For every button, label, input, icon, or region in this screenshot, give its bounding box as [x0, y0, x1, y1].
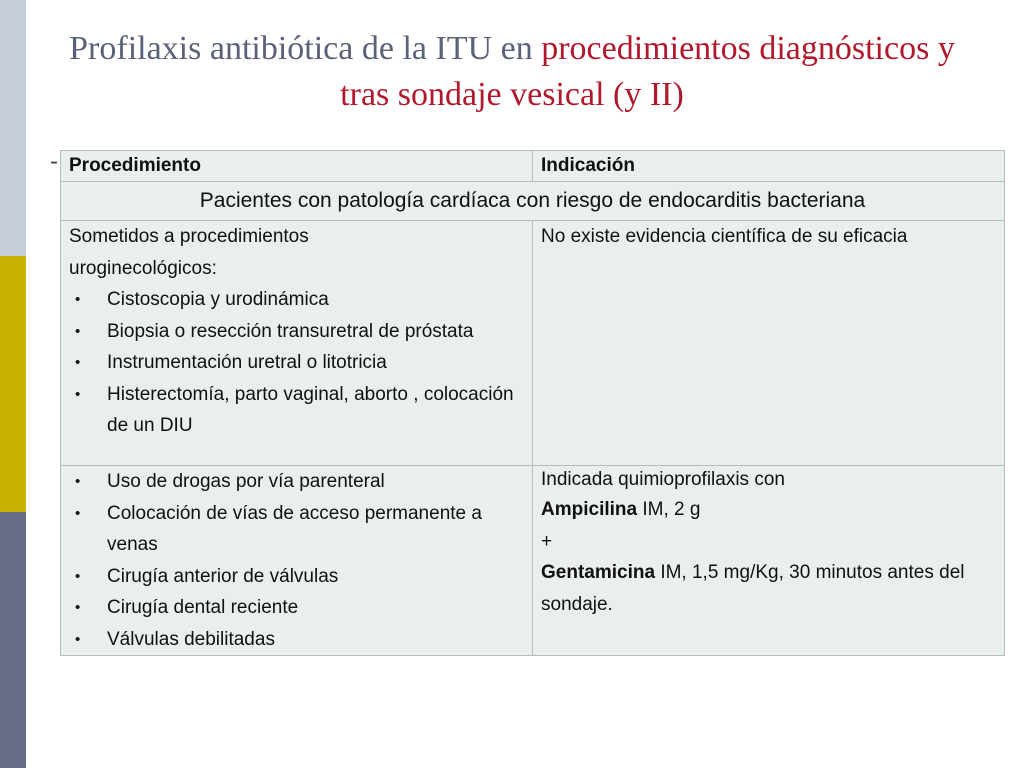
dose-gentamicina: IM, 1,5 mg/Kg, 30 minutos antes del sondaje. [541, 562, 965, 615]
row1-procedures [61, 221, 533, 466]
list-item-text: Instrumentación uretral o litotricia [107, 352, 387, 373]
drug-ampicilina: Ampicilina [541, 499, 638, 520]
bullet-icon: • [75, 504, 81, 522]
table-subheader-row [61, 182, 1005, 221]
bullet-icon: • [75, 567, 81, 585]
dose-ampicilina: IM, 2 g [637, 499, 701, 520]
bullet-icon: • [75, 291, 81, 308]
list-item-text: Cirugía anterior de válvulas [107, 565, 339, 587]
list-item [69, 498, 524, 561]
subheader-cardiac-patients: Pacientes con patología cardíaca con riesgo de endocarditis bacteriana [61, 182, 1005, 221]
bullet-icon: • [75, 322, 81, 340]
row1-intro-line1: Sometidos a procedimientos [69, 226, 309, 247]
decor-stripe-top [0, 0, 26, 256]
header-procedimiento: Procedimiento [61, 151, 533, 182]
recommendation-plus: + [541, 530, 553, 552]
recommendation-drug1 [541, 494, 996, 526]
list-item-text: Cistoscopia y urodinámica [107, 289, 329, 310]
decor-stripe-middle [0, 256, 26, 512]
list-item [69, 561, 524, 593]
recommendation-intro: Indicada quimioprofilaxis con [541, 469, 785, 490]
row2-procedures [61, 466, 533, 656]
row1-indication: No existe evidencia científica de su eficacia [533, 221, 1005, 466]
slide-title [60, 26, 964, 118]
list-item-text: Colocación de vías de acceso permanente a venas [107, 502, 482, 555]
row2-indication [533, 466, 1005, 656]
list-item-text: Histerectomía, parto vaginal, aborto , colocación de un DIU [107, 383, 514, 436]
bullet-icon: • [75, 599, 81, 616]
list-item [69, 347, 524, 379]
decor-stripe-bottom [0, 512, 26, 768]
bullet-dash: - [50, 148, 58, 175]
list-item [69, 316, 524, 348]
bullet-icon: • [75, 354, 81, 371]
table-row [61, 221, 1005, 466]
drug-gentamicina: Gentamicina [541, 562, 656, 583]
slide-title-accent: procedimientos diagnósticos y tras sondaje vesical (y II) [340, 30, 955, 113]
row1-procedure-list [69, 284, 524, 442]
table-row [61, 466, 1005, 656]
list-item [69, 466, 524, 498]
recommendation-drug2 [541, 557, 996, 620]
list-item-text: Biopsia o resección transuretral de próstata [107, 320, 474, 342]
list-item [69, 284, 524, 316]
bullet-icon: • [75, 630, 81, 648]
list-item [69, 624, 524, 656]
list-item-text: Uso de drogas por vía parenteral [107, 471, 385, 492]
table-header-row [61, 151, 1005, 182]
procedures-table [60, 150, 1005, 656]
header-indicacion: Indicación [533, 151, 1005, 182]
list-item-text: Válvulas debilitadas [107, 628, 275, 650]
bullet-icon: • [75, 473, 81, 490]
list-item-text: Cirugía dental reciente [107, 597, 299, 618]
row1-intro-line2: uroginecológicos: [69, 257, 217, 279]
list-item [69, 592, 524, 624]
row2-procedure-list [69, 466, 524, 655]
list-item [69, 379, 524, 442]
slide-title-part1: Profilaxis antibiótica de la ITU en [69, 30, 542, 67]
bullet-icon: • [75, 385, 81, 403]
